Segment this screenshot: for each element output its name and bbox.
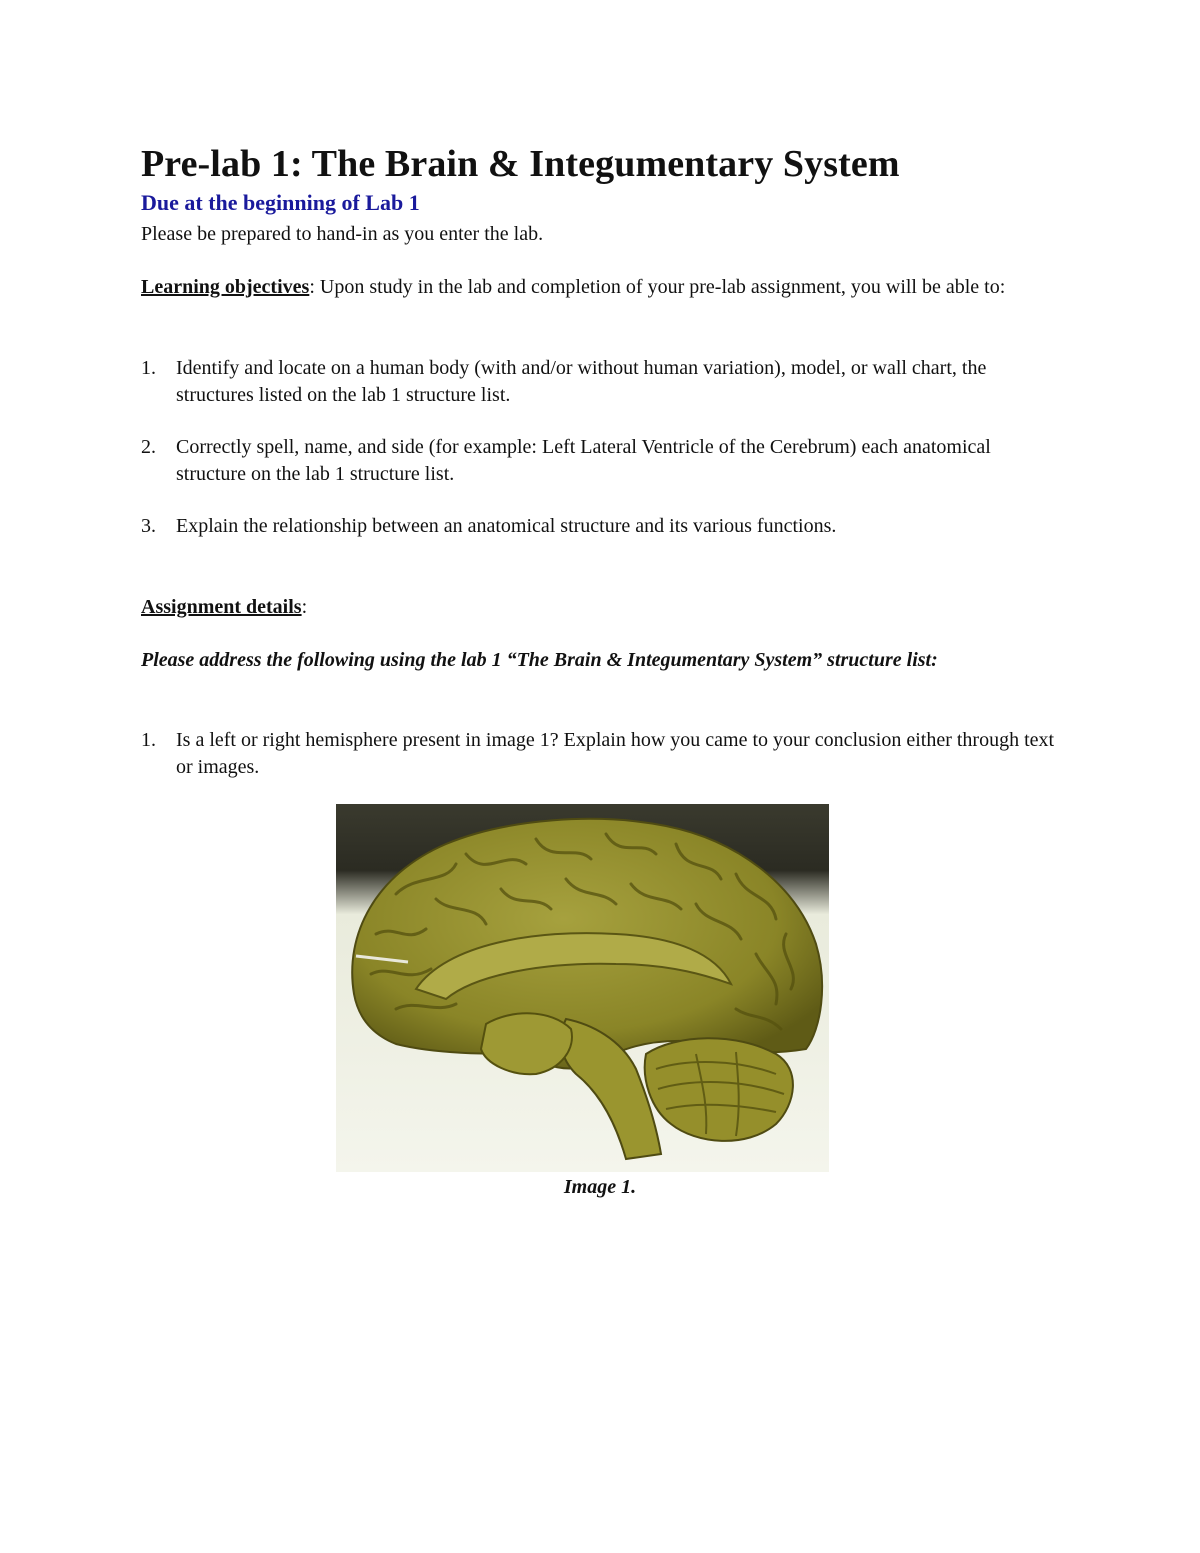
objective-item [141, 434, 1061, 488]
objective-number: 2. [141, 436, 156, 458]
question-item [141, 727, 1061, 781]
objective-number: 3. [141, 515, 156, 537]
objective-text: Identify and locate on a human body (with and/or without human variation), model, or wall chart, the structures listed on the lab 1 structure list. [176, 357, 987, 406]
question-number: 1. [141, 729, 156, 751]
learning-objectives-label: Learning objectives [141, 276, 310, 298]
assignment-details-suffix: : [301, 596, 308, 618]
assignment-details-label: Assignment details [141, 596, 302, 618]
learning-objectives-intro [141, 274, 1061, 301]
brain-midsagittal-illustration [336, 804, 829, 1172]
question-text: Is a left or right hemisphere present in image 1? Explain how you came to your conclusion either through text or images. [176, 729, 1055, 778]
intro-text: Please be prepared to hand-in as you enter the lab. [141, 223, 544, 245]
due-date-subtitle: Due at the beginning of Lab 1 [141, 190, 420, 215]
page-title: Pre-lab 1: The Brain & Integumentary System [141, 143, 900, 185]
learning-objectives-text: : Upon study in the lab and completion of your pre-lab assignment, you will be able to: [309, 276, 1006, 298]
assignment-instruction: Please address the following using the lab 1 “The Brain & Integumentary System” structure list: [141, 649, 938, 671]
objective-number: 1. [141, 357, 156, 379]
objective-item [141, 513, 1061, 540]
brain-image [336, 804, 829, 1172]
image-caption: Image 1. [563, 1176, 637, 1198]
objective-text: Explain the relationship between an anatomical structure and its various functions. [176, 515, 837, 537]
assignment-details-heading [141, 594, 307, 621]
objective-item [141, 355, 1061, 409]
objective-text: Correctly spell, name, and side (for example: Left Lateral Ventricle of the Cerebrum) each anatomical structure on the lab 1 structure list. [176, 436, 991, 485]
